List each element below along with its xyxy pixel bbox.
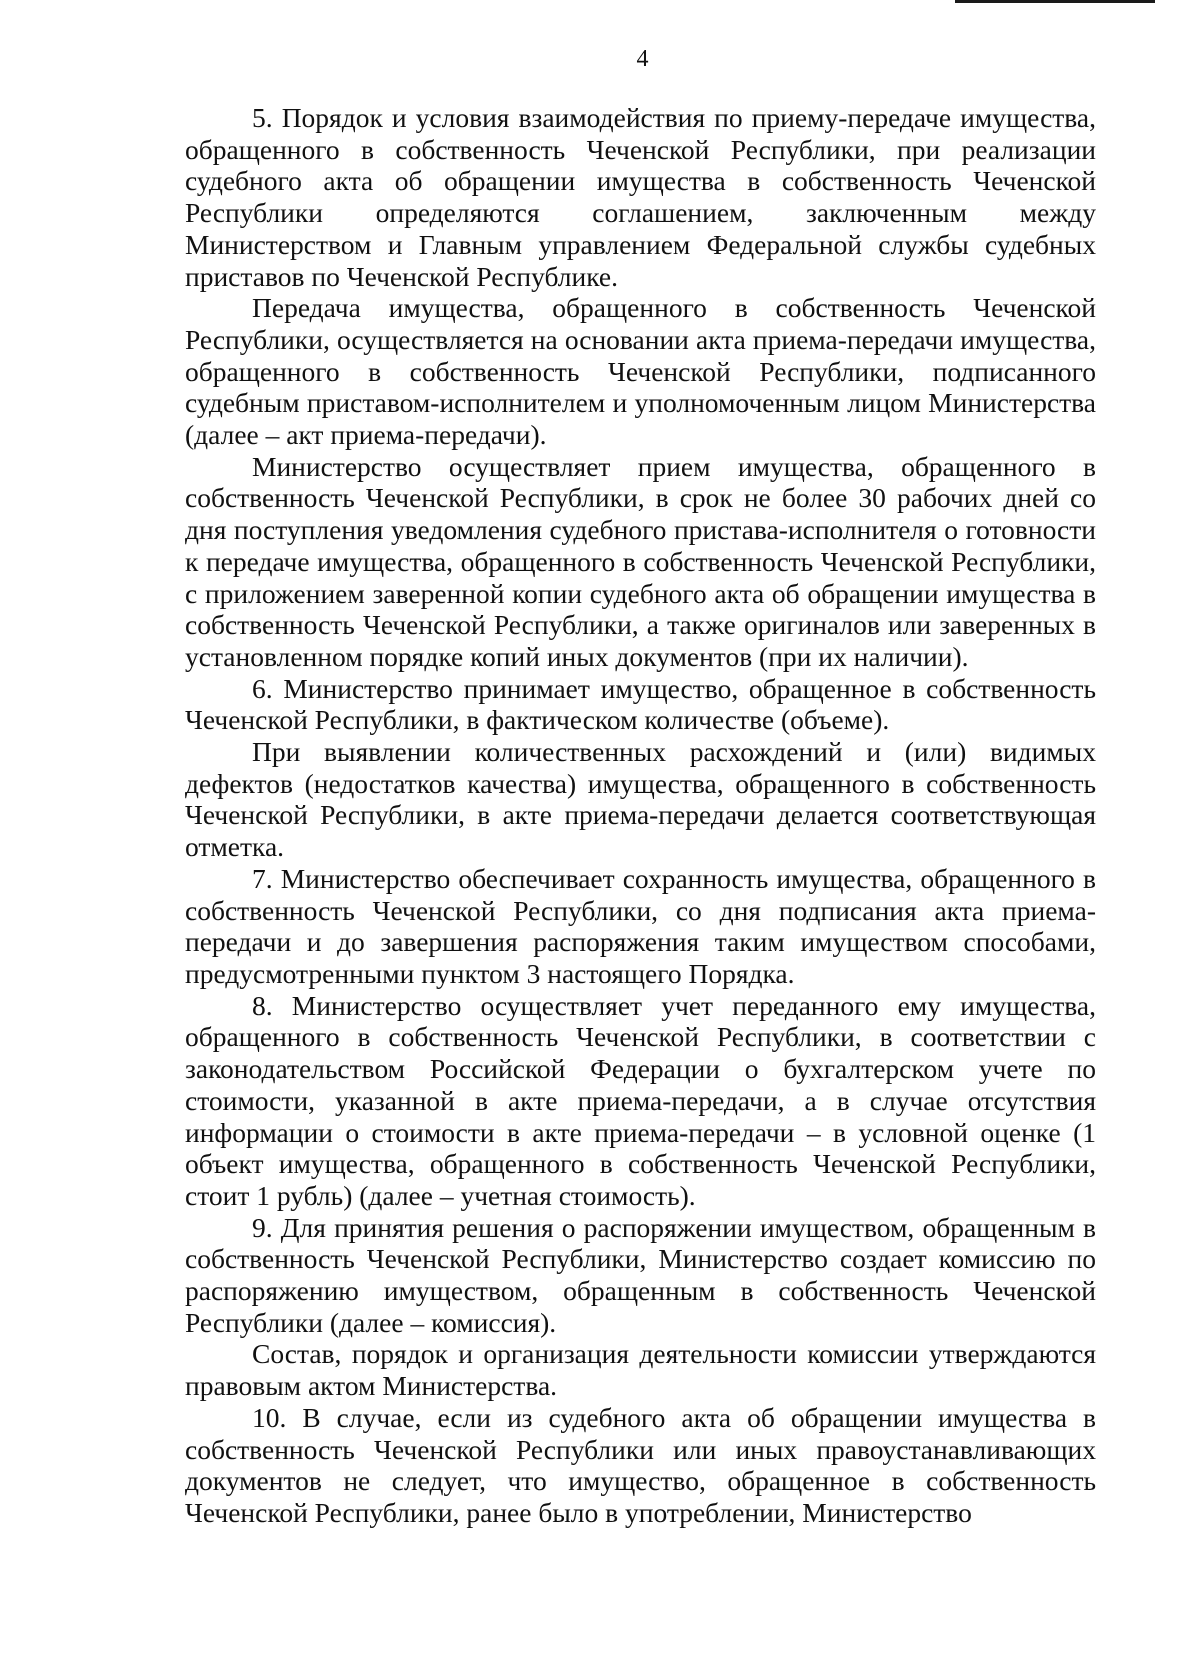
paragraph-9: Состав, порядок и организация деятельности комиссии утверждаются правовым актом Министерства. bbox=[185, 1338, 1096, 1402]
paragraph-7: 8. Министерство осуществляет учет переданного ему имущества, обращенного в собственность Чеченской Республики, в соответствии с законодательством Российской Федерации о бухгалтерском учете по стоимости, указанной в акте приема-передачи, а в случае отсутствия информации о стоимости в акте приема-передачи – в условной оценке (1 объект имущества, обращенного в собственность Чеченской Республики, стоит 1 рубль) (далее – учетная стоимость). bbox=[185, 989, 1096, 1211]
paragraph-10: 10. В случае, если из судебного акта об обращении имущества в собственность Чеченской Республики или иных правоустанавливающих документов не следует, что имущество, обращенное в собственность Чеченской Республики, ранее было в употреблении, Министерство bbox=[185, 1401, 1096, 1528]
paragraph-8: 9. Для принятия решения о распоряжении имуществом, обращенным в собственность Чеченской Республики, Министерство создает комиссию по распоряжению имуществом, обращенным в собственность Чеченской Республики (далее – комиссия). bbox=[185, 1211, 1096, 1338]
paragraph-3: Министерство осуществляет прием имущества, обращенного в собственность Чеченской Республики, в срок не более 30 рабочих дней со дня поступления уведомления судебного пристава-исполнителя о готовности к передаче имущества, обращенного в собственность Чеченской Республики, с приложением заверенной копии судебного акта об обращении имущества в собственность Чеченской Республики, а также оригиналов или заверенных в установленном порядке копий иных документов (при их наличии). bbox=[185, 450, 1096, 672]
page-number: 4 bbox=[636, 46, 649, 72]
scan-edge-line bbox=[955, 0, 1155, 3]
paragraph-4: 6. Министерство принимает имущество, обращенное в собственность Чеченской Республики, в фактическом количестве (объеме). bbox=[185, 672, 1096, 736]
paragraph-5: При выявлении количественных расхождений и (или) видимых дефектов (недостатков качества) имущества, обращенного в собственность Чеченской Республики, в акте приема-передачи делается соответствующая отметка. bbox=[185, 736, 1096, 863]
paragraph-6: 7. Министерство обеспечивает сохранность имущества, обращенного в собственность Чеченской Республики, со дня подписания акта приема-передачи и до завершения распоряжения таким имуществом способами, предусмотренными пунктом 3 настоящего Порядка. bbox=[185, 862, 1096, 989]
paragraph-1: 5. Порядок и условия взаимодействия по приему-передаче имущества, обращенного в собственность Чеченской Республики, при реализации судебного акта об обращении имущества в собственность Чеченской Республики определяются соглашением, заключенным между Министерством и Главным управлением Федеральной службы судебных приставов по Чеченской Республике. bbox=[185, 102, 1096, 292]
paragraph-2: Передача имущества, обращенного в собственность Чеченской Республики, осуществляется на основании акта приема-передачи имущества, обращенного в собственность Чеченской Республики, подписанного судебным приставом-исполнителем и уполномоченным лицом Министерства (далее – акт приема-передачи). bbox=[185, 292, 1096, 451]
document-body bbox=[185, 102, 1096, 1529]
